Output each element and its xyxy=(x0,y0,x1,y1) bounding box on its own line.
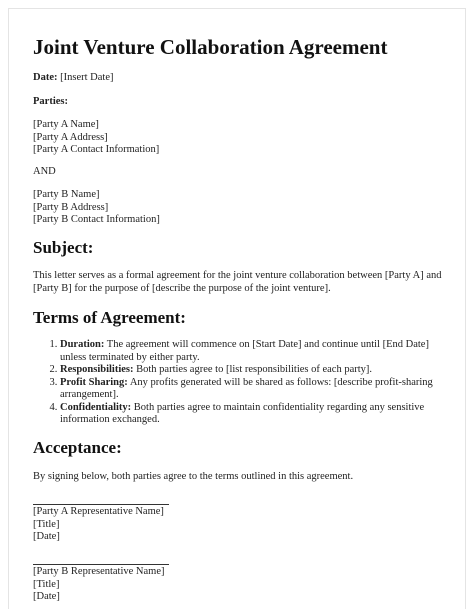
term-text: Any profits generated will be shared as follows: [describe profit-sharing arrangement]. xyxy=(60,376,433,400)
date-value: [Insert Date] xyxy=(60,72,114,83)
term-text: Both parties agree to [list responsibilities of each party]. xyxy=(136,364,373,375)
party-b-address: [Party B Address] xyxy=(33,201,109,213)
term-item-profit-sharing xyxy=(60,377,443,402)
party-b-name: [Party B Name] xyxy=(33,189,100,200)
party-a-rep-date: [Date] xyxy=(33,531,60,542)
terms-list xyxy=(33,339,443,427)
subject-heading: Subject: xyxy=(33,238,94,257)
party-b-contact: [Party B Contact Information] xyxy=(33,214,160,225)
term-item-responsibilities xyxy=(60,364,443,377)
page-border-right xyxy=(465,8,466,609)
signature-line-party-b xyxy=(33,564,169,565)
term-label: Responsibilities: xyxy=(60,364,134,375)
party-a-address: [Party A Address] xyxy=(33,131,108,143)
terms-heading: Terms of Agreement: xyxy=(33,308,186,327)
term-label: Profit Sharing: xyxy=(60,376,128,388)
date-line xyxy=(33,72,113,85)
party-a-name: [Party A Name] xyxy=(33,119,99,130)
date-label: Date: xyxy=(33,72,58,83)
term-item-duration xyxy=(60,339,443,364)
party-b-rep-date: [Date] xyxy=(33,591,60,602)
signature-line-party-a xyxy=(33,504,169,505)
term-label: Duration: xyxy=(60,339,105,350)
page-border-left xyxy=(8,8,9,609)
document-title: Joint Venture Collaboration Agreement xyxy=(33,35,388,59)
term-text: Both parties agree to maintain confidentiality regarding any sensitive information exchanged. xyxy=(60,401,425,425)
term-item-confidentiality xyxy=(60,402,443,427)
party-b-rep-title: [Title] xyxy=(33,578,60,590)
and-text: AND xyxy=(33,166,56,177)
party-a-rep-title: [Title] xyxy=(33,518,60,530)
parties-label: Parties: xyxy=(33,96,68,107)
party-a-contact: [Party A Contact Information] xyxy=(33,144,160,155)
acceptance-heading: Acceptance: xyxy=(33,438,122,457)
term-text: The agreement will commence on [Start Date] and continue until [End Date] unless terminated by either party. xyxy=(60,339,429,363)
term-label: Confidentiality: xyxy=(60,401,132,413)
party-a-rep-name: [Party A Representative Name] xyxy=(33,506,164,517)
acceptance-body: By signing below, both parties agree to the terms outlined in this agreement. xyxy=(33,471,354,482)
page-border-top xyxy=(8,8,466,9)
subject-body: This letter serves as a formal agreement for the joint venture collaboration between [Party A] and [Party B] for the purpose of [describe the purpose of the joint venture]. xyxy=(33,270,442,294)
party-b-rep-name: [Party B Representative Name] xyxy=(33,566,165,577)
